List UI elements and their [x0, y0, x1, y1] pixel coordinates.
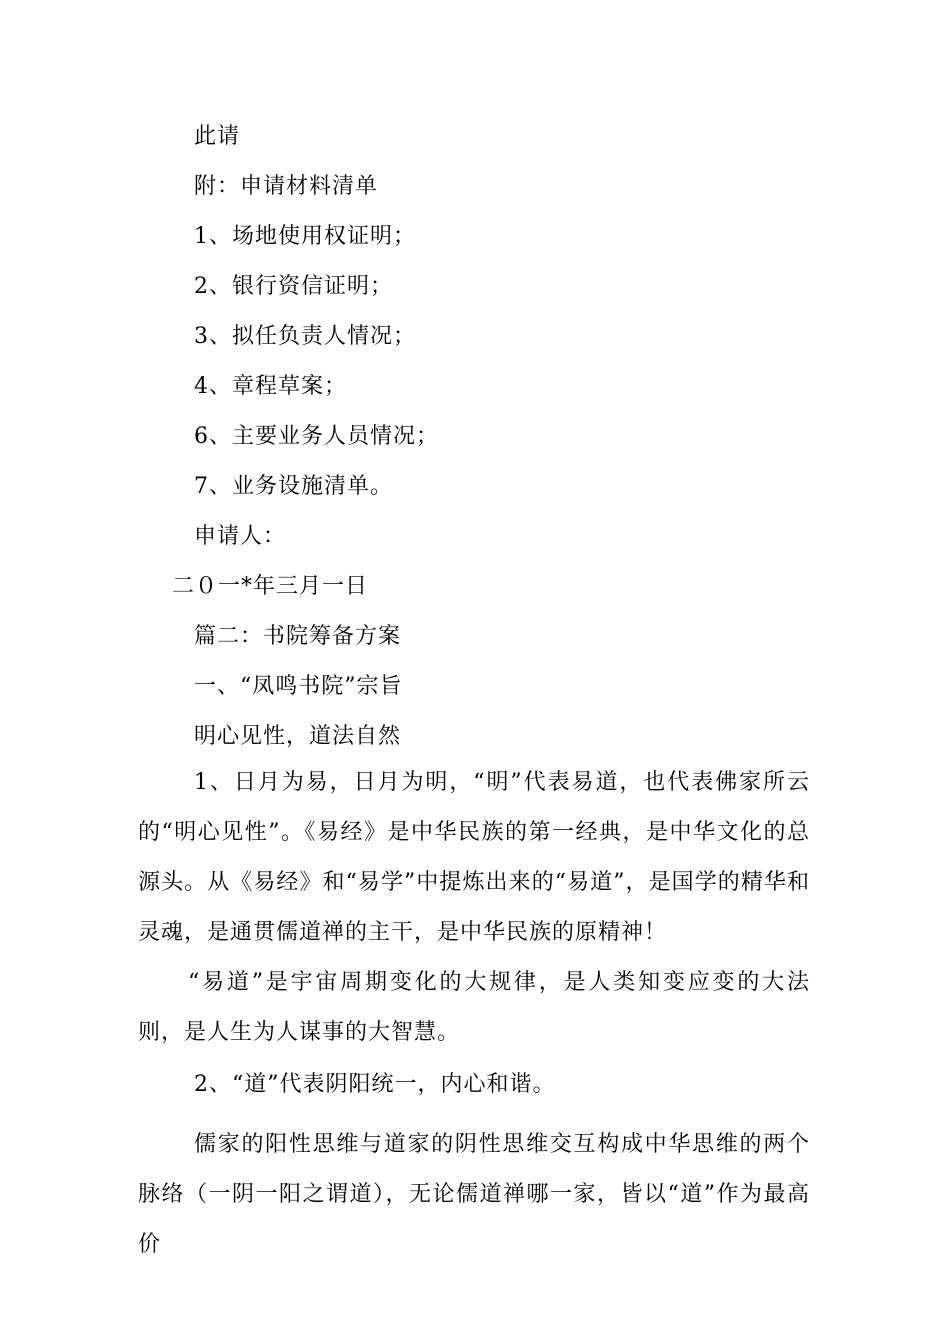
- attachment-item-2: 2、银行资信证明；: [194, 274, 393, 299]
- attachment-item-3: 3、拟任负责人情况；: [194, 324, 416, 349]
- paragraph-2: “易道”是宇宙周期变化的大规律，是人类知变应变的大法则，是人生为人谋事的大智慧。: [138, 970, 810, 1045]
- attachment-heading: 附：申请材料清单: [194, 174, 379, 199]
- attachment-item-7: 7、业务设施清单。: [194, 474, 393, 499]
- attachment-item-4: 4、章程草案；: [194, 374, 347, 399]
- applicant-label: 申请人：: [194, 524, 287, 549]
- closing-line: 此请: [194, 124, 241, 149]
- section-title: 篇二：书院筹备方案: [194, 624, 402, 649]
- paragraph-3: 2、“道”代表阴阳统一，内心和谐。: [194, 1072, 556, 1097]
- motto-line: 明心见性，道法自然: [194, 724, 402, 749]
- attachment-item-1: 1、场地使用权证明；: [194, 224, 416, 249]
- paragraph-4: 儒家的阳性思维与道家的阴性思维交互构成中华思维的两个脉络（一阴一阳之谓道），无论儒道禅哪一家，皆以“道”作为最高价: [138, 1132, 810, 1257]
- date-line: 二０一*年三月一日: [172, 574, 369, 599]
- section-heading-1: 一、“凤鸣书院”宗旨: [194, 674, 403, 699]
- paragraph-1: 1、日月为易，日月为明，“明”代表易道，也代表佛家所云的“明心见性”。《易经》是中华民族的第一经典，是中华文化的总源头。从《易经》和“易学”中提炼出来的“易道”，是国学的精华和灵魂，是通贯儒道禅的主干，是中华民族的原精神！: [138, 770, 810, 945]
- attachment-item-6: 6、主要业务人员情况；: [194, 424, 439, 449]
